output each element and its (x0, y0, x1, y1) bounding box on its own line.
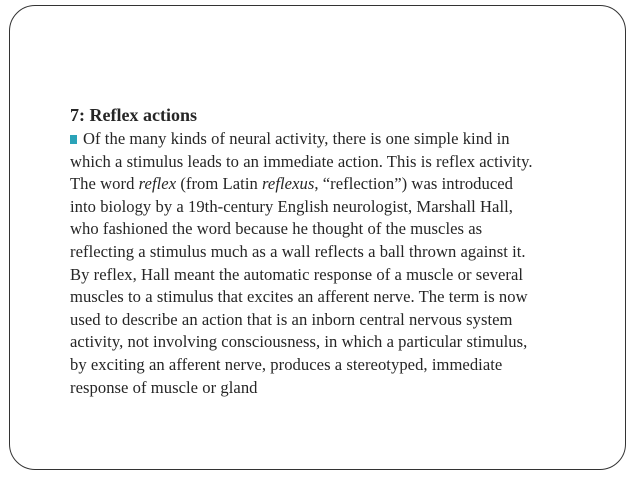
text-segment: , “reflection”) was introduced (314, 174, 514, 194)
italic-term-reflexus: reflexus (262, 174, 315, 194)
text-line: into biology by a 19th-century English neurologist, Marshall Hall, (70, 196, 513, 216)
text-line: By reflex, Hall meant the automatic response of a muscle or several (70, 264, 524, 284)
text-line (70, 173, 610, 196)
text-line: who fashioned the word because he thought of the muscles as (70, 219, 483, 239)
body-paragraph (70, 128, 610, 399)
text-line: which a stimulus leads to an immediate action. This is reflex activity. (70, 151, 533, 171)
italic-term-reflex: reflex (138, 174, 177, 194)
text-line: by exciting an afferent nerve, produces a stereotyped, immediate (70, 354, 503, 374)
slide-heading: 7: Reflex actions (70, 105, 197, 125)
text-line-content: Of the many kinds of neural activity, there is one simple kind in (83, 129, 510, 148)
slide-content (70, 104, 610, 399)
text-line: used to describe an action that is an inborn central nervous system (70, 309, 513, 329)
text-segment: The word (70, 174, 139, 194)
text-line: activity, not involving consciousness, in which a particular stimulus, (70, 332, 528, 352)
bullet-icon (70, 135, 77, 144)
text-line: muscles to a stimulus that excites an afferent nerve. The term is now (70, 287, 528, 307)
text-line: response of muscle or gland (70, 377, 258, 397)
text-line: reflecting a stimulus much as a wall reflects a ball thrown against it. (70, 241, 526, 261)
text-segment: (from Latin (176, 174, 263, 194)
text-line (70, 128, 610, 151)
